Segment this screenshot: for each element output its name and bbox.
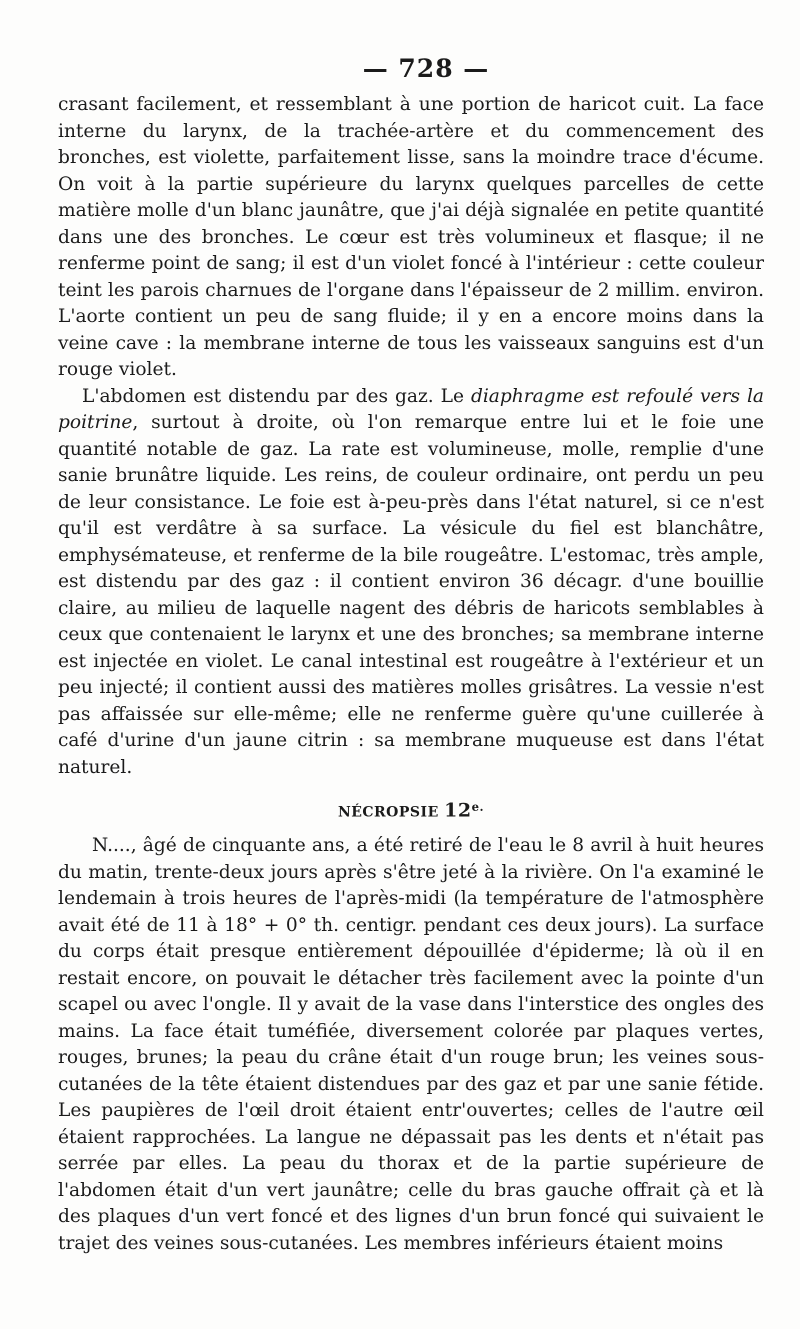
section-title-suffix: e. (471, 800, 485, 814)
section-title (58, 785, 764, 829)
section-title-label: NÉCROPSIE (337, 804, 439, 821)
abdomen-italic-phrase: diaphragme est refoulé vers la poitrine (58, 385, 764, 433)
paragraph-autopsy-continued: crasant facilement, et ressemblant à une portion de haricot cuit. La face interne du larynx, de la trachée-artère et du commencement des bronches, est violette, parfaitement lisse, sans la moindre trace d'écume. On voit à la partie supérieure du larynx quelques parcelles de cette matière molle d'un blanc jaunâtre, que j'ai déjà signalée en petite quantité dans une des bronches. Le cœur est très volumineux et flasque; il ne renferme point de sang; il est d'un violet foncé à l'intérieur : cette couleur teint les parois charnues de l'organe dans l'épaisseur de 2 millim. environ. L'aorte contient un peu de sang fluide; il y en a encore moins dans la veine cave : la membrane interne de tous les vaisseaux sanguins est d'un rouge violet. (58, 94, 764, 380)
section-title-number: 12 (444, 799, 472, 822)
abdomen-text-start: L'abdomen est distendu par des gaz. Le (82, 385, 471, 407)
abdomen-text-rest: , surtout à droite, où l'on remarque entre lui et le foie une quantité notable de gaz. La rate est volumineuse, molle, remplie d'une sanie brunâtre liquide. Les reins, de couleur ordinaire, ont perdu un peu de leur consistance. Le foie est à-peu-près dans l'état naturel, si ce n'est qu'il est verdâtre à sa surface. La vésicule du fiel est blanchâtre, emphysémateuse, et renferme de la bile rougeâtre. L'estomac, très ample, est distendu par des gaz : il contient environ 36 décagr. d'une bouillie claire, au milieu de laquelle nagent des débris de haricots semblables à ceux que contenaient le larynx et une des bronches; sa membrane interne est injectée en violet. Le canal intestinal est rougeâtre à l'extérieur et un peu injecté; il contient aussi des matières molles grisâtres. La vessie n'est pas affaissée sur elle-même; elle ne renferme guère qu'une cuillerée à café d'urine d'un jaune citrin : sa membrane muqueuse est dans l'état naturel. (58, 412, 764, 778)
paragraph-case-12: N...., âgé de cinquante ans, a été retiré de l'eau le 8 avril à huit heures du matin, trente-deux jours après s'être jeté à la rivière. On l'a examiné le lendemain à trois heures de l'après-midi (la température de l'atmosphère avait été de 11 à 18° + 0° th. centigr. pendant ces deux jours). La surface du corps était presque entièrement dépouillée d'épiderme; là où il en restait encore, on pouvait le détacher très facilement avec la pointe d'un scapel ou avec l'ongle. Il y avait de la vase dans l'interstice des ongles des mains. La face était tuméfiée, diversement colorée par plaques vertes, rouges, brunes; la peau du crâne était d'un rouge brun; les veines sous-cutanées de la tête étaient distendues par des gaz et par une sanie fétide. Les paupières de l'œil droit étaient entr'ouvertes; celles de l'autre œil étaient rapprochées. La langue ne dépassait pas les dents et n'était pas serrée par elles. La peau du thorax et de la partie supérieure de l'abdomen était d'un vert jaunâtre; celle du bras gauche offrait çà et là des plaques d'un vert foncé et des lignes d'un brun foncé qui suivaient le trajet des veines sous-cutanées. Les membres inférieurs étaient moins (58, 835, 764, 1254)
paragraph-abdomen (58, 384, 764, 782)
page-number: — 728 — (362, 54, 490, 83)
